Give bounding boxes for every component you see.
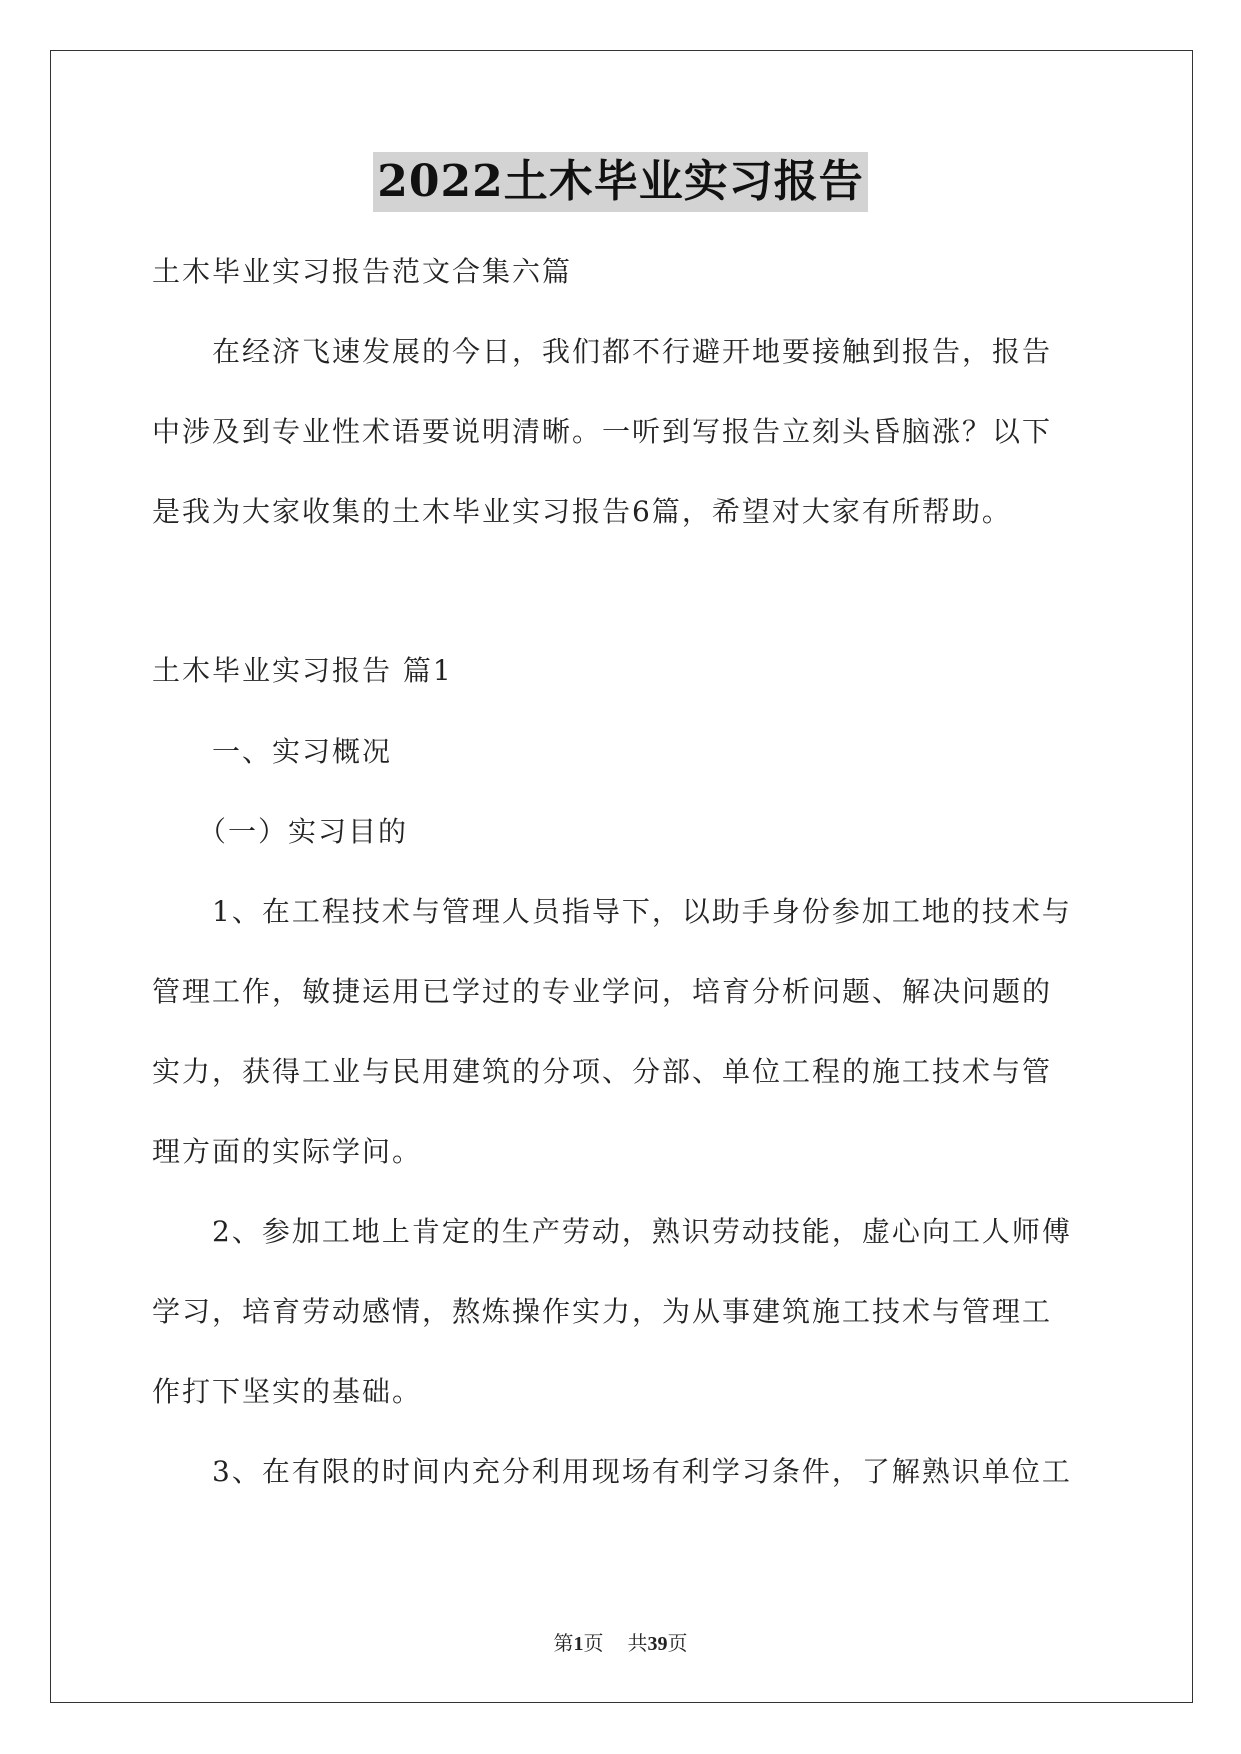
- section-heading: 土木毕业实习报告 篇1: [152, 654, 453, 687]
- body-line: 土木毕业实习报告范文合集六篇: [152, 255, 573, 288]
- page-number: 1: [573, 1633, 584, 1655]
- document-title: 2022土木毕业实习报告: [373, 152, 867, 212]
- page-prefix: 第: [553, 1633, 574, 1655]
- body-line: 实力，获得工业与民用建筑的分项、分部、单位工程的施工技术与管: [152, 1055, 1053, 1088]
- body-line: 管理工作，敏捷运用已学过的专业学问，培育分析问题、解决问题的: [152, 975, 1053, 1008]
- body-line: （一）实习目的: [152, 815, 409, 848]
- total-suffix: 页: [667, 1633, 688, 1655]
- document-body: [152, 232, 1092, 1512]
- body-line: 1、在工程技术与管理人员指导下，以助手身份参加工地的技术与: [152, 895, 1072, 928]
- body-line: 学习，培育劳动感情，熬炼操作实力，为从事建筑施工技术与管理工: [152, 1295, 1053, 1328]
- body-line: 2、参加工地上肯定的生产劳动，熟识劳动技能，虚心向工人师傅: [152, 1215, 1072, 1248]
- body-line: 中涉及到专业性术语要说明清晰。一听到写报告立刻头昏脑涨？以下: [152, 415, 1053, 448]
- body-line: 是我为大家收集的土木毕业实习报告6篇，希望对大家有所帮助。: [152, 495, 1012, 528]
- blank-line: [152, 552, 1092, 631]
- body-line: 3、在有限的时间内充分利用现场有利学习条件，了解熟识单位工: [152, 1455, 1072, 1488]
- body-line: 理方面的实际学问。: [152, 1135, 423, 1168]
- page-suffix: 页: [583, 1633, 604, 1655]
- page-total: 39: [647, 1633, 668, 1655]
- body-line: 作打下坚实的基础。: [152, 1375, 423, 1408]
- title-container: [0, 152, 1241, 212]
- page-footer: [0, 1632, 1241, 1656]
- body-line: 一、实习概况: [152, 735, 393, 768]
- total-prefix: 共: [627, 1633, 648, 1655]
- body-line: 在经济飞速发展的今日，我们都不行避开地要接触到报告，报告: [152, 335, 1053, 368]
